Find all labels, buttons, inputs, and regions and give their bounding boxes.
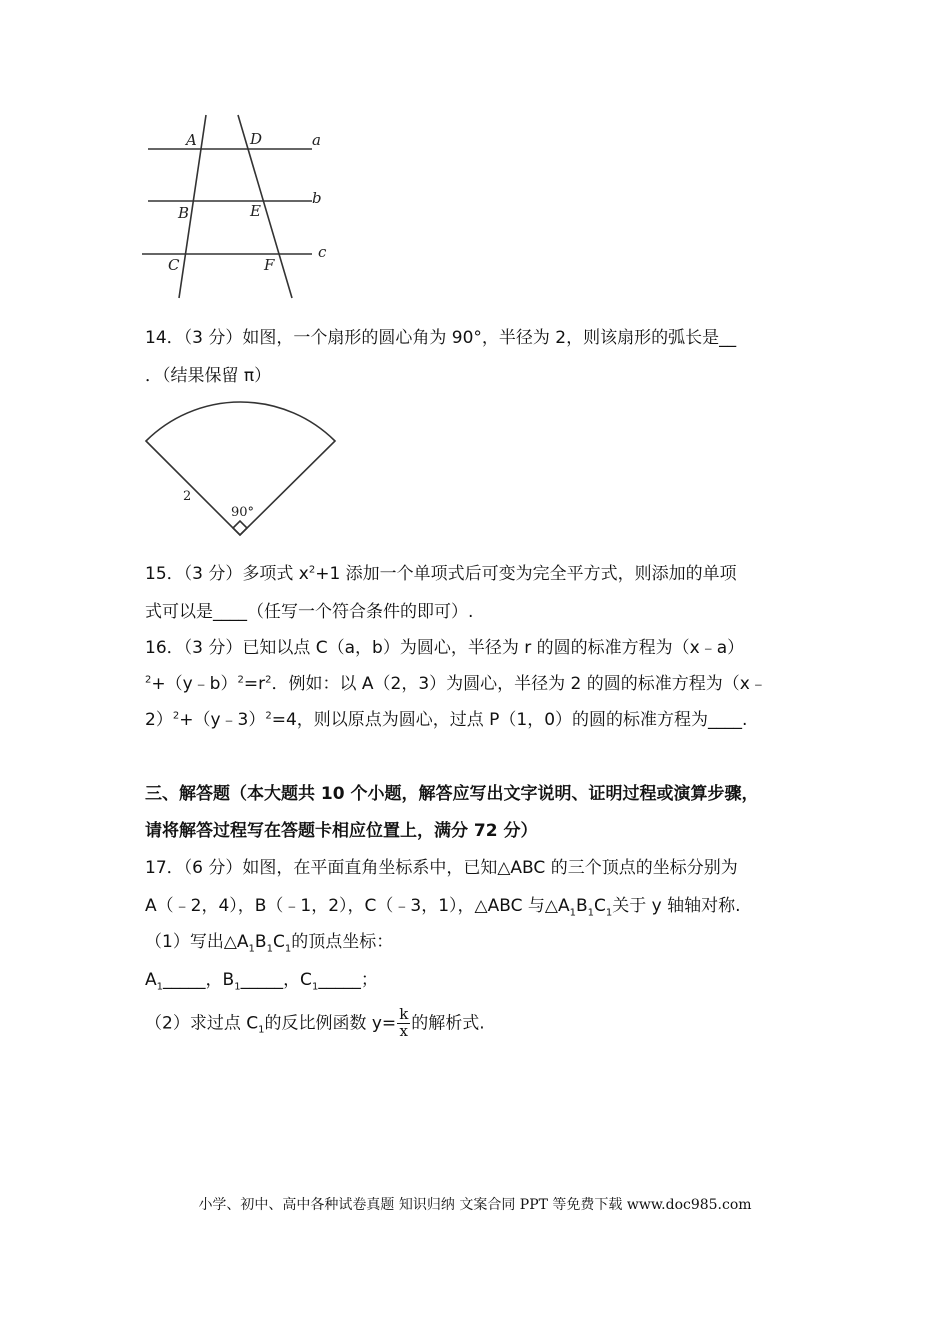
q17-line2: A（﹣2，4），B（﹣1，2），C（﹣3，1），△ABC 与$\triangle A_1B_1C_1$关于 y 轴轴对称.: [145, 896, 741, 919]
section3-heading-line2: 请将解答过程写在答题卡相应位置上，满分 72 分）: [145, 821, 538, 841]
q15-line1: 15．（3 分）多项式 $x^2+1$ 添加一个单项式后可变为完全平方式，则添加的单项: [145, 564, 737, 584]
q17-part1: （1）写出$\triangle A_1B_1C_1$的顶点坐标：: [145, 932, 394, 955]
q17-part2: （2）求过点 $C_1$的反比例函数 y= $\frac{k}{x}$ 的解析式.: [145, 1005, 485, 1040]
parallel-lines-figure: [140, 110, 340, 305]
angle-label: 90°: [231, 505, 255, 520]
q16-line3: 2）$^2$+（y﹣3）$^2$=4，则以原点为圆心，过点 P（1，0）的圆的标准方程为____.: [145, 710, 748, 730]
label-b: b: [312, 189, 322, 207]
radius-label: 2: [183, 489, 192, 504]
q17-line1: 17．（6 分）如图，在平面直角坐标系中，已知△ABC 的三个顶点的坐标分别为: [145, 858, 738, 878]
section3-heading-line1: 三、解答题（本大题共 10 个小题，解答应写出文字说明、证明过程或演算步骤，: [145, 784, 759, 804]
label-B: B: [178, 204, 190, 222]
page-footer: 小学、初中、高中各种试卷真题 知识归纳 文案合同 PPT 等免费下载 www.doc985.com: [198, 1197, 752, 1213]
sector-figure: [140, 395, 345, 545]
label-A: A: [186, 131, 197, 149]
q17-answer-blanks: $A_1\_\_\_\_\_$，$B_1\_\_\_\_\_$，$C_1\_\_\_\_\_$；: [145, 970, 378, 993]
label-E: E: [250, 202, 261, 220]
label-C: C: [168, 256, 180, 274]
q16-line1: 16．（3 分）已知以点 C（a，b）为圆心，半径为 r 的圆的标准方程为（x﹣a）: [145, 638, 745, 658]
fraction-k-over-x: $\frac{k}{x}$: [399, 1005, 409, 1040]
label-F: F: [264, 256, 275, 274]
q14-line1: 14．（3 分）如图，一个扇形的圆心角为 90°，半径为 2，则该扇形的弧长是__: [145, 328, 737, 348]
right-angle-mark: [233, 521, 247, 535]
label-c: c: [318, 243, 327, 261]
q16-line2: $^2+(y﹣b)^2=r^2$．例如：以 A（2，3）为圆心，半径为 2 的圆的标准方程为（x﹣: [145, 674, 767, 694]
label-a: a: [312, 131, 321, 149]
label-D: D: [250, 130, 263, 148]
q14-line2: ．（结果保留 π）: [145, 366, 272, 386]
q15-line2: 式可以是____（任写一个符合条件的即可）.: [145, 602, 474, 622]
